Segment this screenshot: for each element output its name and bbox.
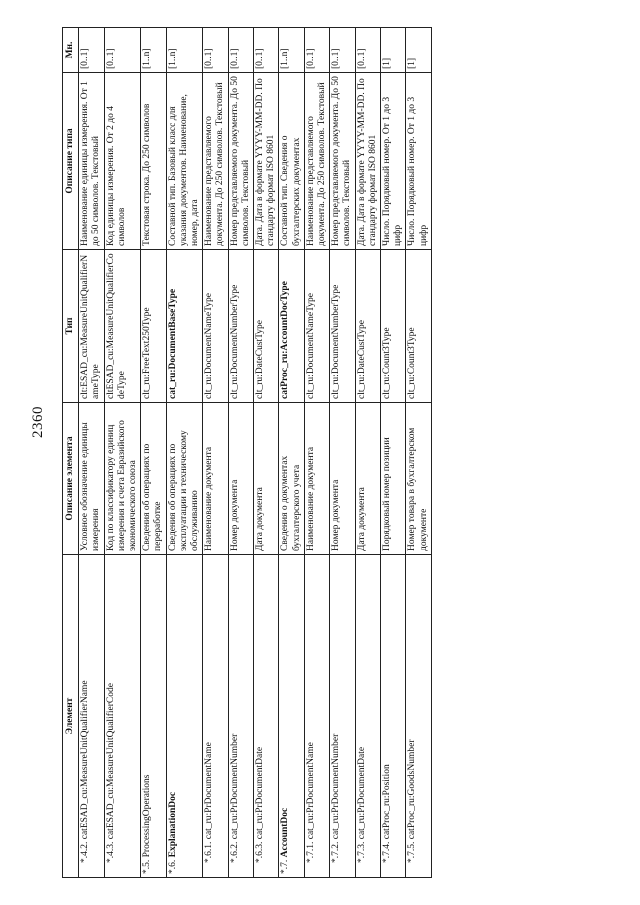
row-mult: [0..1] — [104, 27, 141, 72]
row-index: *.6.3. — [255, 841, 266, 863]
row-element-desc: Дата документа — [355, 402, 380, 554]
row-element-desc: Номер товара в бухгалтерском документе — [406, 402, 431, 554]
row-element: ProcessingOperations — [142, 774, 153, 858]
table-row — [203, 27, 228, 877]
table-row — [381, 27, 406, 877]
row-mult: [1..n] — [279, 27, 304, 72]
row-type: clt_ru:FreeText250Type — [141, 249, 166, 402]
row-element: cat_ru:PrDocumentName — [204, 742, 215, 840]
row-index: *.6.2. — [229, 841, 240, 863]
row-element: cat_ru:PrDocumentName — [305, 742, 316, 840]
row-element-desc: Сведения об операциях по переработке — [141, 402, 166, 554]
row-mult: [0..1] — [203, 27, 228, 72]
row-type: cat_ru:DocumentBaseType — [166, 249, 203, 402]
row-type-desc: Номер представляемого документа. До 50 символов. Текстовый — [228, 72, 253, 249]
row-type: clt_ru:DocumentNumberType — [330, 249, 355, 402]
row-mult: [0..1] — [355, 27, 380, 72]
row-mult: [1..n] — [166, 27, 203, 72]
row-element-cell — [104, 554, 141, 877]
spec-table — [62, 27, 432, 878]
row-index: *.7.3. — [356, 841, 367, 863]
row-index: *.4.2. — [80, 841, 91, 863]
row-type-desc: Наименование единицы измерения. От 1 до 50 символов. Текстовый — [79, 72, 104, 249]
row-element-desc: Номер документа — [228, 402, 253, 554]
row-type-desc: Число. Порядковый номер. От 1 до 3 цифр — [381, 72, 406, 249]
row-element: cat_ru:PrDocumentNumber — [229, 733, 240, 840]
row-element-cell — [79, 554, 104, 877]
row-element-desc: Дата документа — [254, 402, 279, 554]
row-type-desc: Составной тип. Базовый класс для указания документов. Наименование, номер, дата — [166, 72, 203, 249]
row-element-cell — [355, 554, 380, 877]
row-element-desc: Сведения об операциях по эксплуатации и техническому обслуживанию — [166, 402, 203, 554]
table-row — [79, 27, 104, 877]
row-index: *.7.4. — [382, 841, 393, 863]
table-row — [279, 27, 304, 877]
row-element-cell — [141, 554, 166, 877]
row-mult: [0..1] — [79, 27, 104, 72]
row-element: cat_ru:PrDocumentDate — [255, 746, 266, 840]
header-element: Элемент — [63, 554, 79, 877]
row-type: clt_ru:DateCustType — [254, 249, 279, 402]
row-element-desc: Наименование документа — [304, 402, 329, 554]
row-mult: [0..1] — [254, 27, 279, 72]
row-index: *.7.5. — [407, 841, 418, 863]
row-type-desc: Составной тип. Сведения о бухгалтерских документах — [279, 72, 304, 249]
row-element: ExplanationDoc — [167, 791, 178, 858]
rotated-table-frame — [62, 28, 557, 878]
row-type: clt_ru:Count3Type — [406, 249, 431, 402]
row-mult: [0..1] — [304, 27, 329, 72]
row-type-desc: Дата. Дата в формате YYYY-MM-DD. По стандарту формат ISO 8601 — [254, 72, 279, 249]
row-type: clt_ru:Count3Type — [381, 249, 406, 402]
row-type-desc: Код единицы измерения. От 2 до 4 символов — [104, 72, 141, 249]
header-type-desc: Описание типа — [63, 72, 79, 249]
row-type-desc: Текстовая строка. До 250 символов — [141, 72, 166, 249]
row-type: clt_ru:DocumentNameType — [203, 249, 228, 402]
row-element: catProc_ru:Position — [382, 764, 393, 840]
row-element-desc: Порядковый номер позиции — [381, 402, 406, 554]
row-type: clt:ESAD_cu:MeasureUnitQualifierNameType — [79, 249, 104, 402]
row-element-cell — [254, 554, 279, 877]
row-element-cell — [406, 554, 431, 877]
row-type-desc: Дата. Дата в формате YYYY-MM-DD. По стандарту формат ISO 8601 — [355, 72, 380, 249]
table-row — [304, 27, 329, 877]
row-element: catESAD_cu:MeasureUnitQualifierName — [80, 680, 91, 840]
header-element-desc: Описание элемента — [63, 402, 79, 554]
row-element-desc: Сведения о документах бухгалтерского учета — [279, 402, 304, 554]
table-row — [254, 27, 279, 877]
row-type-desc: Наименование представляемого документа. До 250 символов. Текстовый — [203, 72, 228, 249]
row-mult: [1] — [381, 27, 406, 72]
row-mult: [0..1] — [330, 27, 355, 72]
row-element-desc: Условное обозначение единицы измерения — [79, 402, 104, 554]
row-element-cell — [203, 554, 228, 877]
row-mult: [1..n] — [141, 27, 166, 72]
row-element-cell — [330, 554, 355, 877]
row-index: *.4.3. — [105, 841, 116, 863]
row-element-cell — [166, 554, 203, 877]
row-element-desc: Код по классификатору единиц измерения и счета Евразийского экономического союза — [104, 402, 141, 554]
row-element: catESAD_cu:MeasureUnitQualifierCode — [105, 683, 116, 840]
row-element-desc: Наименование документа — [203, 402, 228, 554]
row-element-desc: Номер документа — [330, 402, 355, 554]
row-index: *.7. — [280, 859, 291, 874]
row-type-desc: Наименование представляемого документа. До 250 символов. Текстовый — [304, 72, 329, 249]
row-index: *.6. — [167, 859, 178, 874]
row-type-desc: Номер представляемого документа. До 50 символов. Текстовый — [330, 72, 355, 249]
row-type-desc: Число. Порядковый номер. От 1 до 3 цифр — [406, 72, 431, 249]
row-type: clt_ru:DateCustType — [355, 249, 380, 402]
row-type: clt_ru:DocumentNumberType — [228, 249, 253, 402]
row-mult: [1] — [406, 27, 431, 72]
table-row — [406, 27, 431, 877]
table-row — [166, 27, 203, 877]
row-mult: [0..1] — [228, 27, 253, 72]
row-index: *.7.1. — [305, 841, 316, 863]
table-row — [141, 27, 166, 877]
row-element: AccountDoc — [280, 807, 291, 858]
row-element-cell — [304, 554, 329, 877]
page-number: 2360 — [30, 406, 46, 438]
row-index: *.7.2. — [331, 841, 342, 863]
row-type: catProc_ru:AccountDocType — [279, 249, 304, 402]
row-element: cat_ru:PrDocumentNumber — [331, 733, 342, 840]
table-row — [228, 27, 253, 877]
row-index: *.6.1. — [204, 841, 215, 863]
table-row — [330, 27, 355, 877]
table-row — [355, 27, 380, 877]
row-index: *.5. — [142, 859, 153, 874]
row-type: clt_ru:DocumentNameType — [304, 249, 329, 402]
header-type: Тип — [63, 249, 79, 402]
header-mult: Мн. — [63, 27, 79, 72]
row-element-cell — [381, 554, 406, 877]
table-row — [104, 27, 141, 877]
header-row — [63, 27, 79, 877]
row-element: catProc_ru:GoodsNumber — [407, 739, 418, 840]
row-type: cltESAD_cu:MeasureUnitQualifierCodeType — [104, 249, 141, 402]
row-element-cell — [279, 554, 304, 877]
row-element: cat_ru:PrDocumentDate — [356, 746, 367, 840]
row-element-cell — [228, 554, 253, 877]
